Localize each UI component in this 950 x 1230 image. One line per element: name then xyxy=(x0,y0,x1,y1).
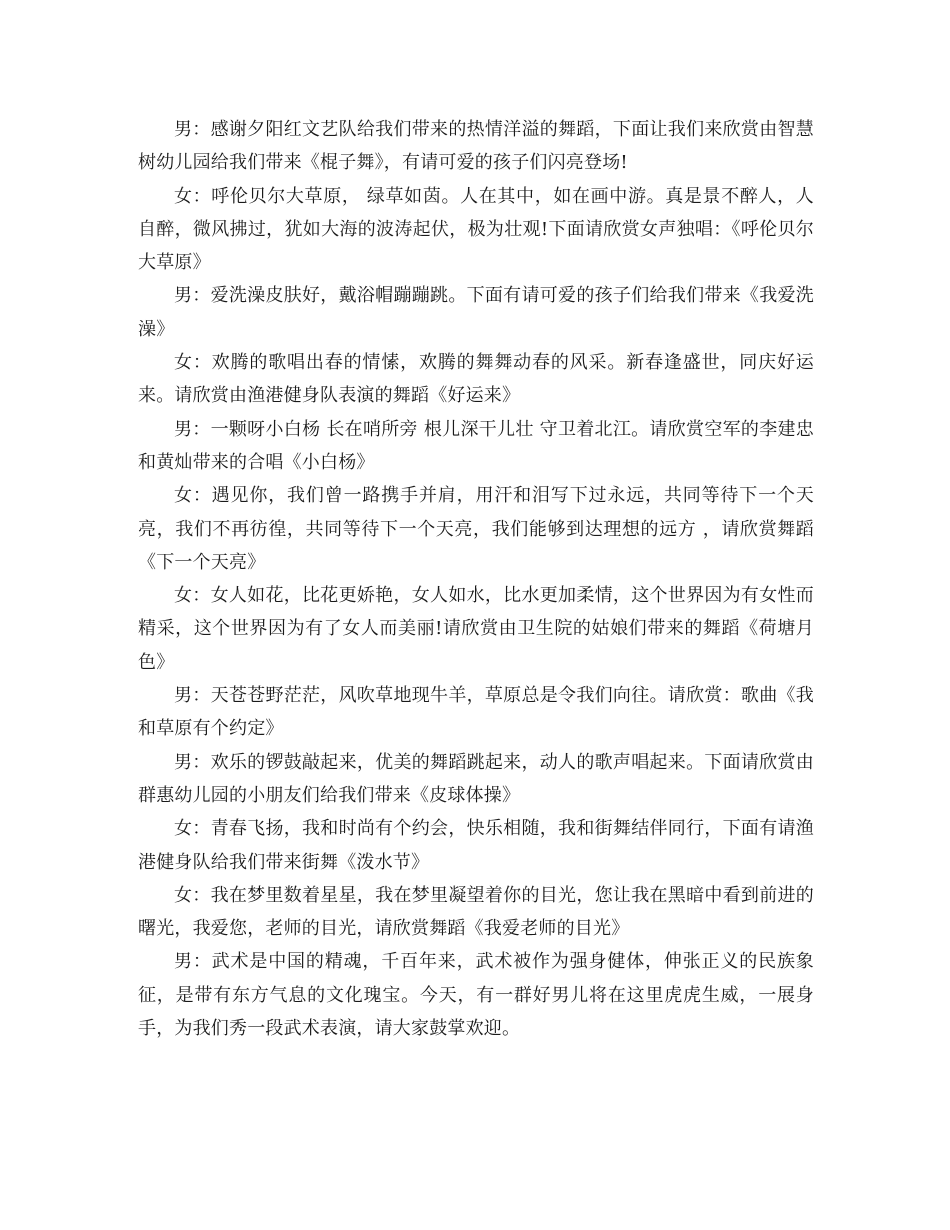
document-body xyxy=(138,113,814,1045)
paragraph: 女：女人如花，比花更娇艳，女人如水，比水更加柔情，这个世界因为有女性而精采，这个世界因为有了女人而美丽!请欣赏由卫生院的姑娘们带来的舞蹈《荷塘月色》 xyxy=(138,585,814,673)
paragraph: 女：呼伦贝尔大草原， 绿草如茵。人在其中，如在画中游。真是景不醉人，人自醉，微风拂过，犹如大海的波涛起伏，极为壮观!下面请欣赏女声独唱：《呼伦贝尔大草原》 xyxy=(138,185,814,274)
paragraph: 女：青春飞扬，我和时尚有个约会，快乐相随，我和街舞结伴同行，下面有请渔港健身队给我们带来街舞《泼水节》 xyxy=(138,818,814,873)
paragraph: 男：感谢夕阳红文艺队给我们带来的热情洋溢的舞蹈，下面让我们来欣赏由智慧树幼儿园给我们带来《棍子舞》，有请可爱的孩子们闪亮登场! xyxy=(138,119,814,174)
paragraph: 女：遇见你，我们曾一路携手并肩，用汗和泪写下过永远，共同等待下一个天亮，我们不再彷徨，共同等待下一个天亮，我们能够到达理想的远方 ，请欣赏舞蹈《下一个天亮》 xyxy=(138,485,814,573)
paragraph: 女：我在梦里数着星星，我在梦里凝望着你的目光，您让我在黑暗中看到前进的曙光，我爱您，老师的目光，请欣赏舞蹈《我爱老师的目光》 xyxy=(138,884,814,940)
paragraph: 女：欢腾的歌唱出春的情愫，欢腾的舞舞动春的风采。新春逢盛世，同庆好运来。请欣赏由渔港健身队表演的舞蹈《好运来》 xyxy=(138,352,814,407)
paragraph: 男：天苍苍野茫茫，风吹草地现牛羊，草原总是令我们向往。请欣赏：歌曲《我和草原有个约定》 xyxy=(138,685,814,740)
paragraph: 男：爱洗澡皮肤好，戴浴帽蹦蹦跳。下面有请可爱的孩子们给我们带来《我爱洗澡》 xyxy=(138,285,814,340)
paragraph: 男：武术是中国的精魂，千百年来，武术被作为强身健体，伸张正义的民族象征，是带有东方气息的文化瑰宝。今天，有一群好男儿将在这里虎虎生威，一展身手，为我们秀一段武术表演，请大家鼓掌欢迎。 xyxy=(138,951,814,1040)
paragraph: 男：一颗呀小白杨 长在哨所旁 根儿深干儿壮 守卫着北江。请欣赏空军的李建忠和黄灿带来的合唱《小白杨》 xyxy=(138,418,814,473)
paragraph: 男：欢乐的锣鼓敲起来，优美的舞蹈跳起来，动人的歌声唱起来。下面请欣赏由群惠幼儿园的小朋友们给我们带来《皮球体操》 xyxy=(138,751,814,806)
